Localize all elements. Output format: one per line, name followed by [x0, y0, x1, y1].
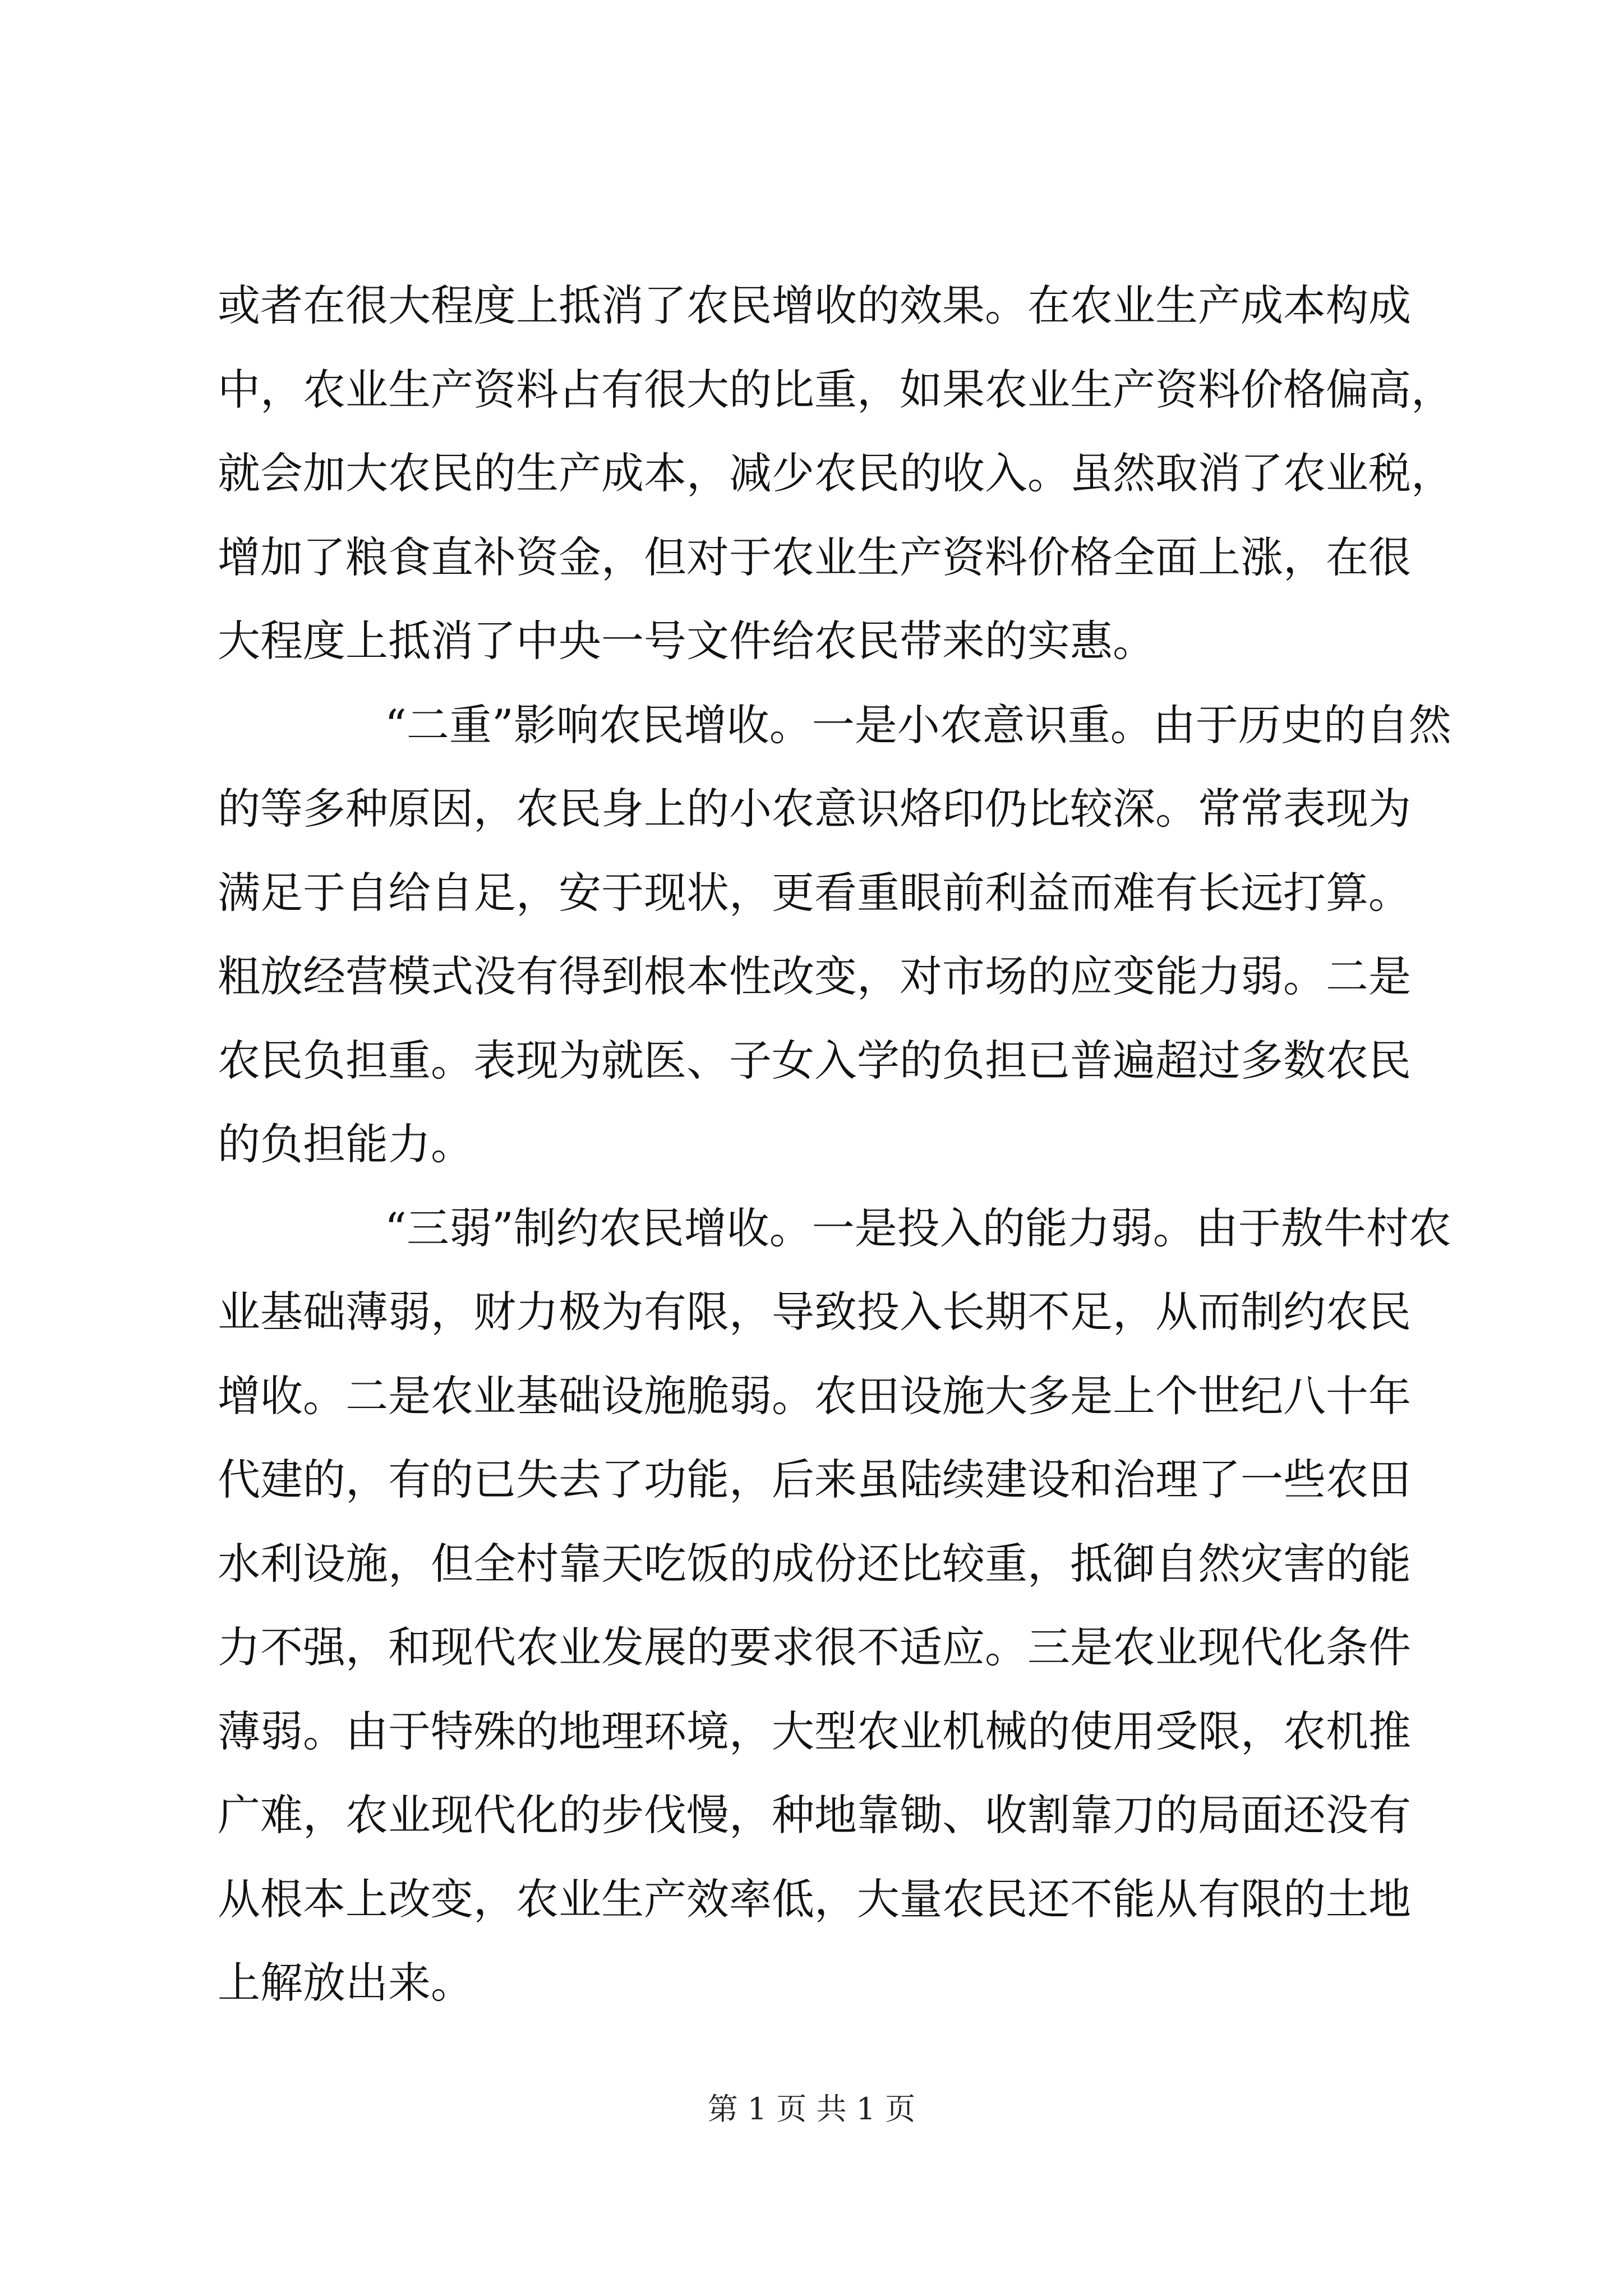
text-line: 农民负担重。表现为就医、子女入学的负担已普遍超过多数农民 [218, 1035, 1411, 1085]
paragraph-start-line: “二重”影响农民增收。一是小农意识重。由于历史的自然 [385, 700, 1451, 750]
text-line: 增收。二是农业基础设施脆弱。农田设施大多是上个世纪八十年 [218, 1370, 1411, 1421]
text-line: 代建的，有的已失去了功能，后来虽陆续建设和治理了一些农田 [218, 1455, 1411, 1504]
text-line: 水利设施，但全村靠天吃饭的成份还比较重，抵御自然灾害的能 [218, 1538, 1411, 1589]
paragraph-start-line: “三弱”制约农民增收。一是投入的能力弱。由于敖牛村农 [385, 1203, 1451, 1253]
text-line: 中，农业生产资料占有很大的比重，如果农业生产资料价格偏高， [218, 364, 1454, 415]
text-line: 从根本上改变，农业生产效率低，大量农民还不能从有限的土地 [218, 1874, 1411, 1924]
text-line: 业基础薄弱，财力极为有限，导致投入长期不足，从而制约农民 [218, 1287, 1411, 1337]
text-line: 就会加大农民的生产成本，减少农民的收入。虽然取消了农业税， [218, 448, 1454, 498]
page-number-footer: 第 1 页 共 1 页 [707, 2091, 916, 2127]
text-line: 力不强，和现代农业发展的要求很不适应。三是农业现代化条件 [218, 1622, 1411, 1672]
text-line: 的负担能力。 [218, 1119, 473, 1169]
text-line: 满足于自给自足，安于现状，更看重眼前利益而难有长远打算。 [218, 867, 1411, 918]
text-line: 或者在很大程度上抵消了农民增收的效果。在农业生产成本构成 [218, 280, 1411, 330]
text-line: 增加了粮食直补资金，但对于农业生产资料价格全面上涨，在很 [218, 532, 1411, 582]
text-line: 薄弱。由于特殊的地理环境，大型农业机械的使用受限，农机推 [218, 1706, 1411, 1756]
text-line: 的等多种原因，农民身上的小农意识烙印仍比较深。常常表现为 [218, 784, 1411, 834]
document-body [218, 264, 1454, 2025]
text-line: 上解放出来。 [218, 1958, 473, 2008]
text-line: 广难，农业现代化的步伐慢，种地靠锄、收割靠刀的局面还没有 [218, 1790, 1411, 1840]
text-line: 大程度上抵消了中央一号文件给农民带来的实惠。 [218, 616, 1155, 666]
text-line: 粗放经营模式没有得到根本性改变，对市场的应变能力弱。二是 [218, 951, 1411, 1001]
